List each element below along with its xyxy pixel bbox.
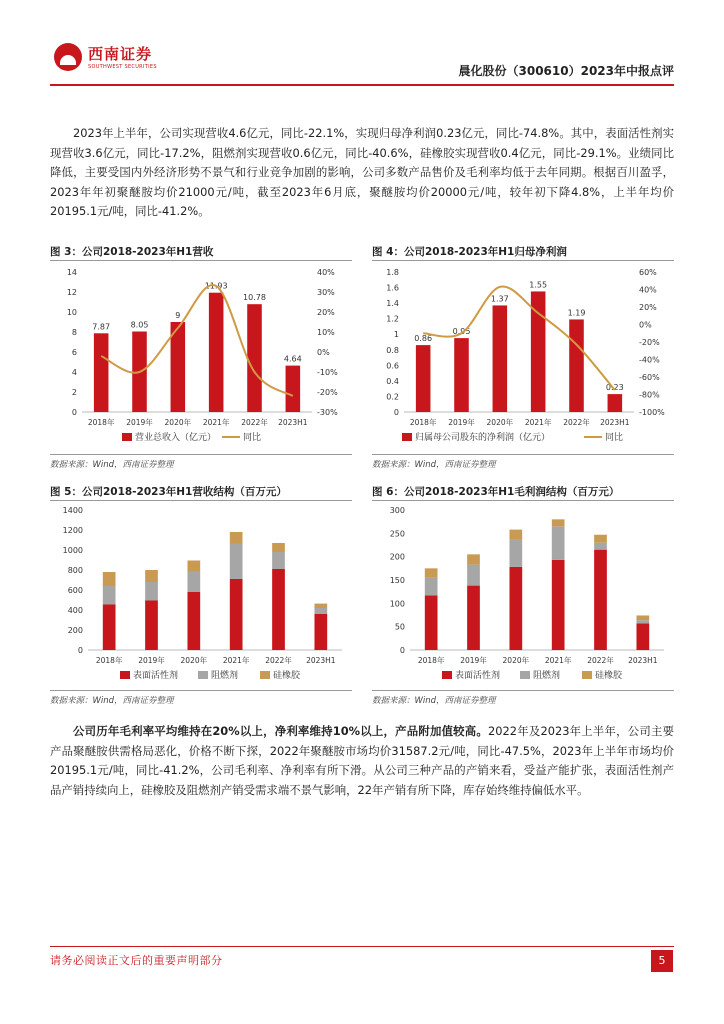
chart2-legend-label: 表面活性剂 (133, 671, 179, 681)
figure-6-top-rule (372, 500, 674, 501)
figure-6-title: 图 6：公司2018-2023年H1毛利润结构（百万元） (372, 486, 620, 498)
chart0-y2-tick: 40% (317, 268, 335, 277)
chart2-x-tick: 2023H1 (306, 656, 336, 665)
chart3-y-tick: 300 (389, 506, 405, 515)
chart0-y2-tick: 20% (317, 308, 335, 317)
chart1-data-label: 1.19 (567, 308, 586, 318)
chart3-bar-segment (425, 595, 438, 650)
chart0-y2-tick: -30% (317, 408, 338, 417)
chart3-x-tick: 2023H1 (628, 656, 658, 665)
chart0-y-tick: 4 (71, 368, 77, 377)
chart2-y-tick: 400 (67, 606, 83, 615)
chart2-bar-segment (145, 582, 158, 601)
chart1-y2-tick: -20% (639, 338, 660, 347)
chart1-data-label: 0.95 (452, 327, 471, 337)
chart1-bar (493, 305, 508, 412)
chart1-x-tick: 2019年 (448, 418, 475, 427)
chart2-y-tick: 1200 (62, 526, 83, 535)
chart2-bar-segment (187, 572, 200, 593)
chart1-x-tick: 2021年 (524, 418, 552, 427)
chart2-x-tick: 2022年 (265, 656, 292, 665)
chart3-legend-swatch (442, 671, 452, 679)
chart0-data-label: 8.05 (130, 320, 149, 330)
logo-emblem-icon (54, 43, 82, 71)
chart1-y-tick: 0.6 (386, 361, 399, 371)
chart3-bar-segment (594, 550, 607, 650)
chart0-y-tick: 2 (71, 388, 77, 397)
chart1-y-tick: 0.8 (386, 345, 399, 355)
company-logo (50, 38, 190, 82)
paragraph-2-highlight: 公司历年毛利率平均维持在20%以上，净利率维持10%以上，产品附加值较高。 (73, 724, 489, 738)
chart1-legend-bar-swatch (402, 433, 412, 441)
paragraph-1-text: 2023年上半年，公司实现营收4.6亿元，同比-22.1%，实现归母净利润0.23亿元，同比-74.8%。其中，表面活性剂实现营收3.6亿元，同比-17.2%，阻燃剂实现营收0.6亿元，同比-40.6%，硅橡胶实现营收0.4亿元，同比-29.1%。业绩同比降低，主要受国内外经济形势不景气和行业竞争加剧的影响，公司多数产品售价及毛利率均低于去年同期。根据百川盈孚，2023年年初聚醚胺均价21000元/吨，截至2023年6月底，聚醚胺均价20000元/吨，较年初下降4.8%，上半年均价20195.1元/吨，同比-41.2%。 (50, 126, 674, 218)
chart3-x-tick: 2019年 (460, 656, 487, 665)
chart2-legend-label: 阻燃剂 (211, 671, 239, 681)
chart1-x-tick: 2020年 (486, 418, 514, 427)
chart2-bar-segment (272, 552, 285, 569)
chart0-y-tick: 10 (66, 308, 77, 317)
report-header (50, 38, 674, 86)
chart1-y-tick: 0 (393, 408, 399, 417)
logo-chinese-name: 西南证券 (88, 45, 153, 63)
chart3-bar-segment (552, 526, 565, 560)
figure-4-source: 数据来源：Wind，西南证券整理 (372, 460, 496, 470)
chart0-bar (209, 293, 224, 412)
chart1-data-label: 0.86 (414, 334, 433, 344)
figure-3-source: 数据来源：Wind，西南证券整理 (50, 460, 174, 470)
chart1-yoy-line (423, 286, 615, 390)
chart2-bar-segment (145, 601, 158, 651)
chart1-bar (569, 319, 584, 412)
chart0-x-tick: 2022年 (241, 418, 268, 427)
figure-4-chart (372, 262, 674, 452)
chart3-y-tick: 200 (389, 552, 405, 562)
chart3-bar-segment (594, 535, 607, 543)
chart1-bar (608, 394, 623, 412)
chart0-data-label: 10.78 (243, 293, 266, 303)
chart1-legend-line-label: 同比 (605, 433, 624, 443)
chart2-y-tick: 0 (77, 646, 83, 655)
chart2-bar-segment (187, 592, 200, 650)
chart2-x-tick: 2021年 (222, 656, 250, 665)
chart1-y2-tick: 60% (639, 268, 657, 277)
chart1-y2-tick: -80% (639, 390, 660, 400)
figure-3-bottom-rule (50, 454, 352, 455)
chart2-legend-swatch (198, 671, 208, 679)
chart0-y2-tick: -10% (317, 368, 338, 377)
chart2-x-tick: 2018年 (95, 656, 123, 665)
chart2-bar-segment (314, 614, 327, 650)
chart2-bar-segment (314, 604, 327, 608)
chart1-y-tick: 1 (393, 330, 399, 340)
chart3-y-tick: 50 (394, 622, 405, 632)
chart1-x-tick: 2023H1 (600, 418, 630, 427)
chart1-y-tick: 1.8 (386, 268, 399, 277)
chart3-y-tick: 0 (399, 646, 405, 655)
figure-3-title: 图 3：公司2018-2023年H1营收 (50, 246, 214, 258)
chart2-y-tick: 200 (67, 626, 83, 635)
chart0-x-tick: 2023H1 (278, 418, 308, 427)
chart3-bar-segment (467, 554, 480, 564)
chart1-y-tick: 1.6 (386, 283, 399, 293)
chart1-data-label: 1.37 (490, 294, 509, 304)
chart0-data-label: 9 (175, 311, 181, 320)
chart2-bar-segment (272, 569, 285, 650)
chart1-legend-bar-label: 归属母公司股东的净利润（亿元） (415, 433, 551, 443)
chart1-bar (454, 338, 469, 412)
paragraph-2-text: 2022年及2023年上半年，公司主要产品聚醚胺供需格局恶化，价格不断下探，2022年聚醚胺市场均价31587.2元/吨，同比-47.5%，2023年上半年市场均价20195.1元/吨，同比-41.2%，公司毛利率、净利率有所下滑。从公司三种产品的产销来看，受益产能扩张，表面活性剂产品产销持续向上，硅橡胶及阻燃剂产销受需求端不景气影响，22年产销有所下降，库存始终维持偏低水平。 (50, 724, 674, 797)
chart1-data-label: 0.23 (605, 383, 624, 393)
figure-4-bottom-rule (372, 454, 674, 455)
chart2-y-tick: 1400 (62, 506, 83, 515)
figure-4-top-rule (372, 260, 674, 261)
chart3-bar-segment (552, 560, 565, 650)
chart2-y-tick: 1000 (62, 546, 83, 555)
chart2-x-tick: 2019年 (138, 656, 165, 665)
figure-3-chart (50, 262, 352, 452)
chart3-bar-segment (552, 519, 565, 526)
chart2-bar-segment (103, 572, 116, 586)
chart3-x-tick: 2022年 (587, 656, 614, 665)
chart0-y2-tick: 30% (317, 288, 335, 297)
chart0-x-tick: 2019年 (126, 418, 153, 427)
chart0-bar (94, 333, 109, 412)
chart0-x-tick: 2018年 (87, 418, 115, 427)
chart1-y2-tick: 20% (639, 303, 657, 312)
figure-6-bottom-rule (372, 690, 674, 691)
figure-3-top-rule (50, 260, 352, 261)
page-number: 5 (651, 950, 673, 972)
chart2-y-tick: 800 (67, 566, 83, 575)
figure-6-chart (372, 502, 674, 688)
chart3-bar-segment (425, 568, 438, 577)
chart2-legend-label: 硅橡胶 (273, 671, 301, 681)
chart2-legend-swatch (260, 671, 270, 679)
chart0-bar (286, 366, 301, 412)
chart1-data-label: 1.55 (529, 280, 548, 290)
chart3-bar-segment (509, 540, 522, 567)
chart2-legend-swatch (120, 671, 130, 679)
chart3-bar-segment (636, 615, 649, 620)
chart1-x-tick: 2018年 (409, 418, 437, 427)
body-paragraph-1 (50, 124, 674, 222)
chart3-x-tick: 2020年 (502, 656, 530, 665)
chart0-data-label: 4.64 (283, 354, 302, 364)
chart3-bar-segment (509, 567, 522, 650)
figure-5-bottom-rule (50, 690, 352, 691)
chart2-bar-segment (314, 608, 327, 614)
chart0-y-tick: 12 (66, 288, 77, 297)
figure-5-source: 数据来源：Wind，西南证券整理 (50, 696, 174, 706)
logo-english-name: SOUTHWEST SECURITIES (88, 64, 157, 70)
figure-5-top-rule (50, 500, 352, 501)
chart2-bar-segment (187, 561, 200, 572)
chart1-y-tick: 1.4 (386, 299, 399, 309)
chart0-y-tick: 6 (71, 348, 77, 357)
chart3-bar-segment (594, 543, 607, 550)
chart2-bar-segment (103, 605, 116, 651)
footer-divider (50, 946, 674, 947)
chart0-y2-tick: 0% (317, 348, 330, 357)
chart3-x-tick: 2021年 (544, 656, 572, 665)
chart3-legend-label: 阻燃剂 (533, 671, 561, 681)
report-title: 晨化股份（300610）2023年中报点评 (458, 64, 674, 78)
body-paragraph-2 (50, 722, 674, 800)
chart1-y-tick: 1.2 (386, 314, 399, 324)
figure-4-title: 图 4：公司2018-2023年H1归母净利润 (372, 246, 567, 258)
chart3-bar-segment (509, 530, 522, 540)
chart2-bar-segment (145, 570, 158, 582)
chart0-legend-bar-swatch (122, 433, 132, 441)
chart0-data-label: 7.87 (92, 322, 111, 332)
chart2-y-tick: 600 (67, 586, 83, 595)
chart2-bar-segment (272, 543, 285, 552)
figure-5-title: 图 5：公司2018-2023年H1营收结构（百万元） (50, 486, 287, 498)
chart0-bar (247, 304, 262, 412)
chart3-bar-segment (425, 578, 438, 596)
chart2-bar-segment (103, 586, 116, 605)
chart3-y-tick: 150 (389, 576, 405, 585)
chart3-legend-swatch (582, 671, 592, 679)
chart0-y-tick: 14 (66, 268, 77, 277)
chart2-bar-segment (230, 544, 243, 580)
chart0-x-tick: 2020年 (164, 418, 192, 427)
chart0-y2-tick: -20% (317, 388, 338, 397)
chart1-y2-tick: -40% (639, 355, 660, 365)
chart2-bar-segment (230, 579, 243, 650)
chart3-bar-segment (636, 623, 649, 650)
header-divider (50, 84, 674, 86)
chart2-x-tick: 2020年 (180, 656, 208, 665)
chart3-legend-swatch (520, 671, 530, 679)
chart1-y-tick: 0.4 (386, 376, 399, 386)
chart0-y-tick: 0 (71, 408, 77, 417)
chart1-y2-tick: 40% (639, 285, 657, 295)
figure-6-source: 数据来源：Wind，西南证券整理 (372, 696, 496, 706)
chart1-bar (416, 345, 431, 412)
chart0-legend-line-label: 同比 (243, 433, 262, 443)
chart1-x-tick: 2022年 (563, 418, 590, 427)
chart1-y2-tick: -60% (639, 373, 660, 382)
chart1-y-tick: 0.2 (386, 392, 399, 402)
chart2-bar-segment (230, 532, 243, 544)
chart1-y2-tick: -100% (639, 408, 665, 417)
chart3-legend-label: 硅橡胶 (595, 671, 623, 681)
chart0-y-tick: 8 (71, 328, 77, 337)
chart0-y2-tick: 10% (317, 328, 335, 337)
chart0-legend-bar-label: 营业总收入（亿元） (135, 433, 217, 443)
chart3-legend-label: 表面活性剂 (455, 671, 501, 681)
figure-5-chart (50, 502, 352, 688)
chart3-y-tick: 100 (389, 599, 405, 609)
chart3-bar-segment (636, 620, 649, 623)
chart3-bar-segment (467, 565, 480, 586)
footer-disclaimer: 请务必阅读正文后的重要声明部分 (50, 954, 223, 967)
chart3-x-tick: 2018年 (417, 656, 445, 665)
chart3-bar-segment (467, 586, 480, 650)
chart0-x-tick: 2021年 (202, 418, 230, 427)
chart0-data-label: 11.93 (204, 281, 228, 291)
chart1-y2-tick: 0% (639, 320, 652, 330)
chart3-y-tick: 250 (389, 529, 405, 539)
